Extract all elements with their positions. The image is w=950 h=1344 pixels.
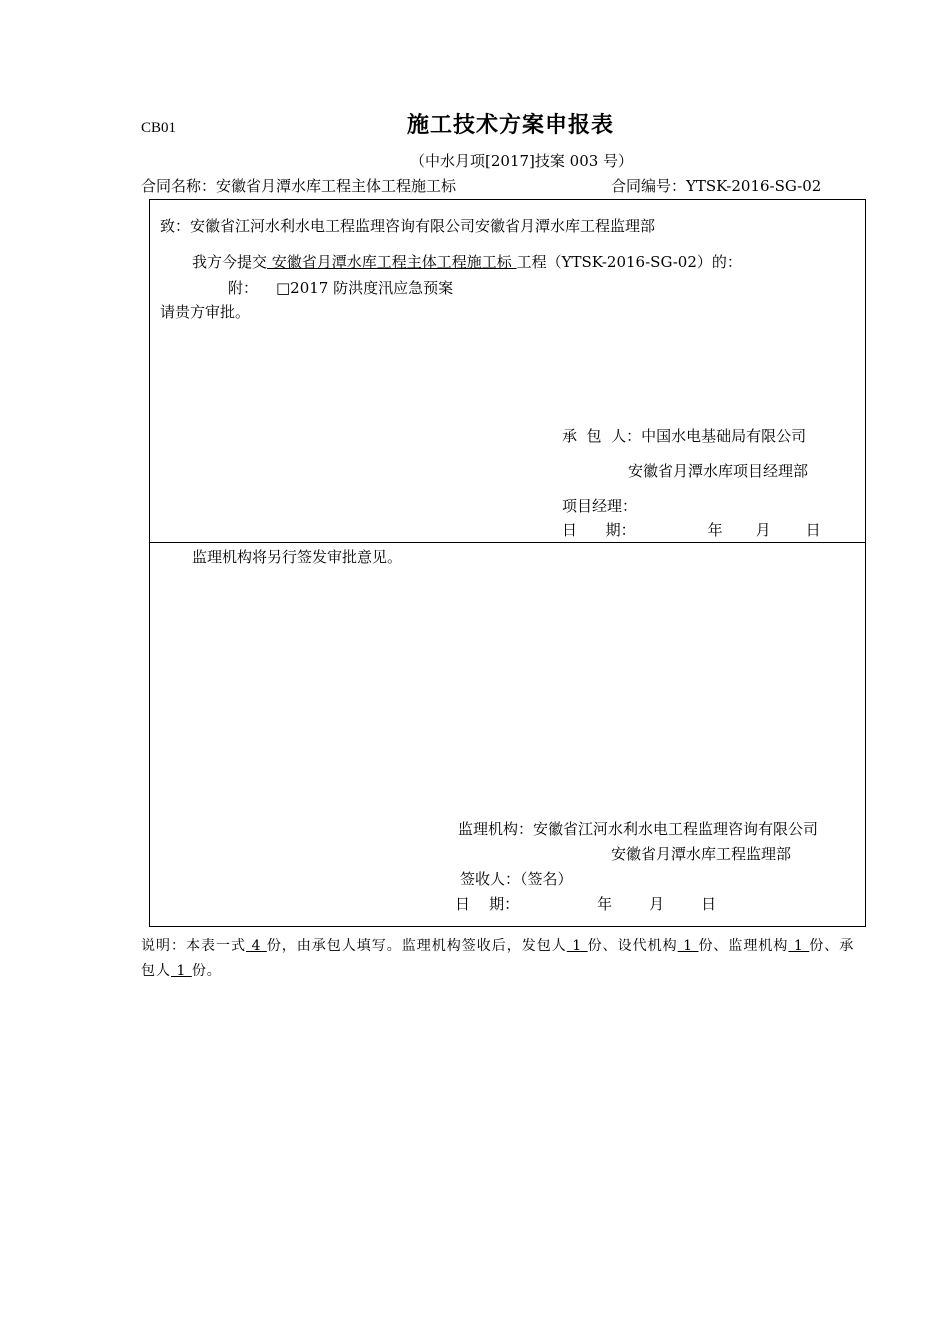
applicant-date-row [562,523,821,538]
doc-number: （中水月项[2017]技案 003 号） [410,152,634,170]
form-code: CB01 [141,120,177,136]
footer-note: 说明：本表一式 4 份，由承包人填写。监理机构签收后，发包人 1 份、设代机构 1 份、监理机构 1 份、承包人 1 份。 [141,938,855,979]
copies-contractor: 1 [171,963,192,979]
submit-line [192,255,742,270]
contractor-dept: 安徽省月潭水库项目经理部 [628,462,809,480]
contractor-label: 承 包 人： [562,427,642,445]
supervisor-dept: 安徽省月潭水库工程监理部 [611,845,792,863]
month-label: 月 [755,521,771,539]
supervisor-note: 监理机构将另行签发审批意见。 [192,548,403,566]
day-label: 日 [701,895,717,913]
contractor-name: 中国水电基础局有限公司 [641,427,807,445]
supervisor-date-row [455,897,716,912]
supervisor-org-label: 监理机构： [458,820,534,838]
date-label: 日 期： [455,895,520,913]
copies-design: 1 [677,938,699,954]
year-label: 年 [707,521,723,539]
day-label: 日 [805,521,821,539]
copies-total: 4 [246,938,267,954]
page-title: 施工技术方案申报表 [407,112,615,138]
submit-project: 安徽省月潭水库工程主体工程施工标 [267,253,517,271]
contract-number: 合同编号：YTSK-2016-SG-02 [611,177,822,195]
attachment-item: □2017 防洪度汛应急预案 [276,279,454,297]
submit-suffix: 工程（YTSK-2016-SG-02）的： [516,253,742,271]
addressee-line: 致：安徽省江河水利水电工程监理咨询有限公司安徽省月潭水库工程监理部 [160,217,656,235]
supervisor-org-name: 安徽省江河水利水电工程监理咨询有限公司 [533,820,819,838]
date-label: 日 期： [562,521,636,539]
copies-supervisor: 1 [788,938,810,954]
contractor-row [562,429,806,444]
receiver-signature: 签收人：（签名） [460,870,573,888]
attachment-label: 附： [228,279,259,297]
request-text: 请贵方审批。 [160,303,251,321]
contract-name: 合同名称：安徽省月潭水库工程主体工程施工标 [141,177,457,195]
supervisor-org-row [458,822,818,837]
project-manager-label: 项目经理： [562,497,638,515]
year-label: 年 [597,895,613,913]
month-label: 月 [649,895,665,913]
copies-owner: 1 [566,938,588,954]
submit-prefix: 我方今提交 [192,253,268,271]
section-divider [149,542,866,543]
